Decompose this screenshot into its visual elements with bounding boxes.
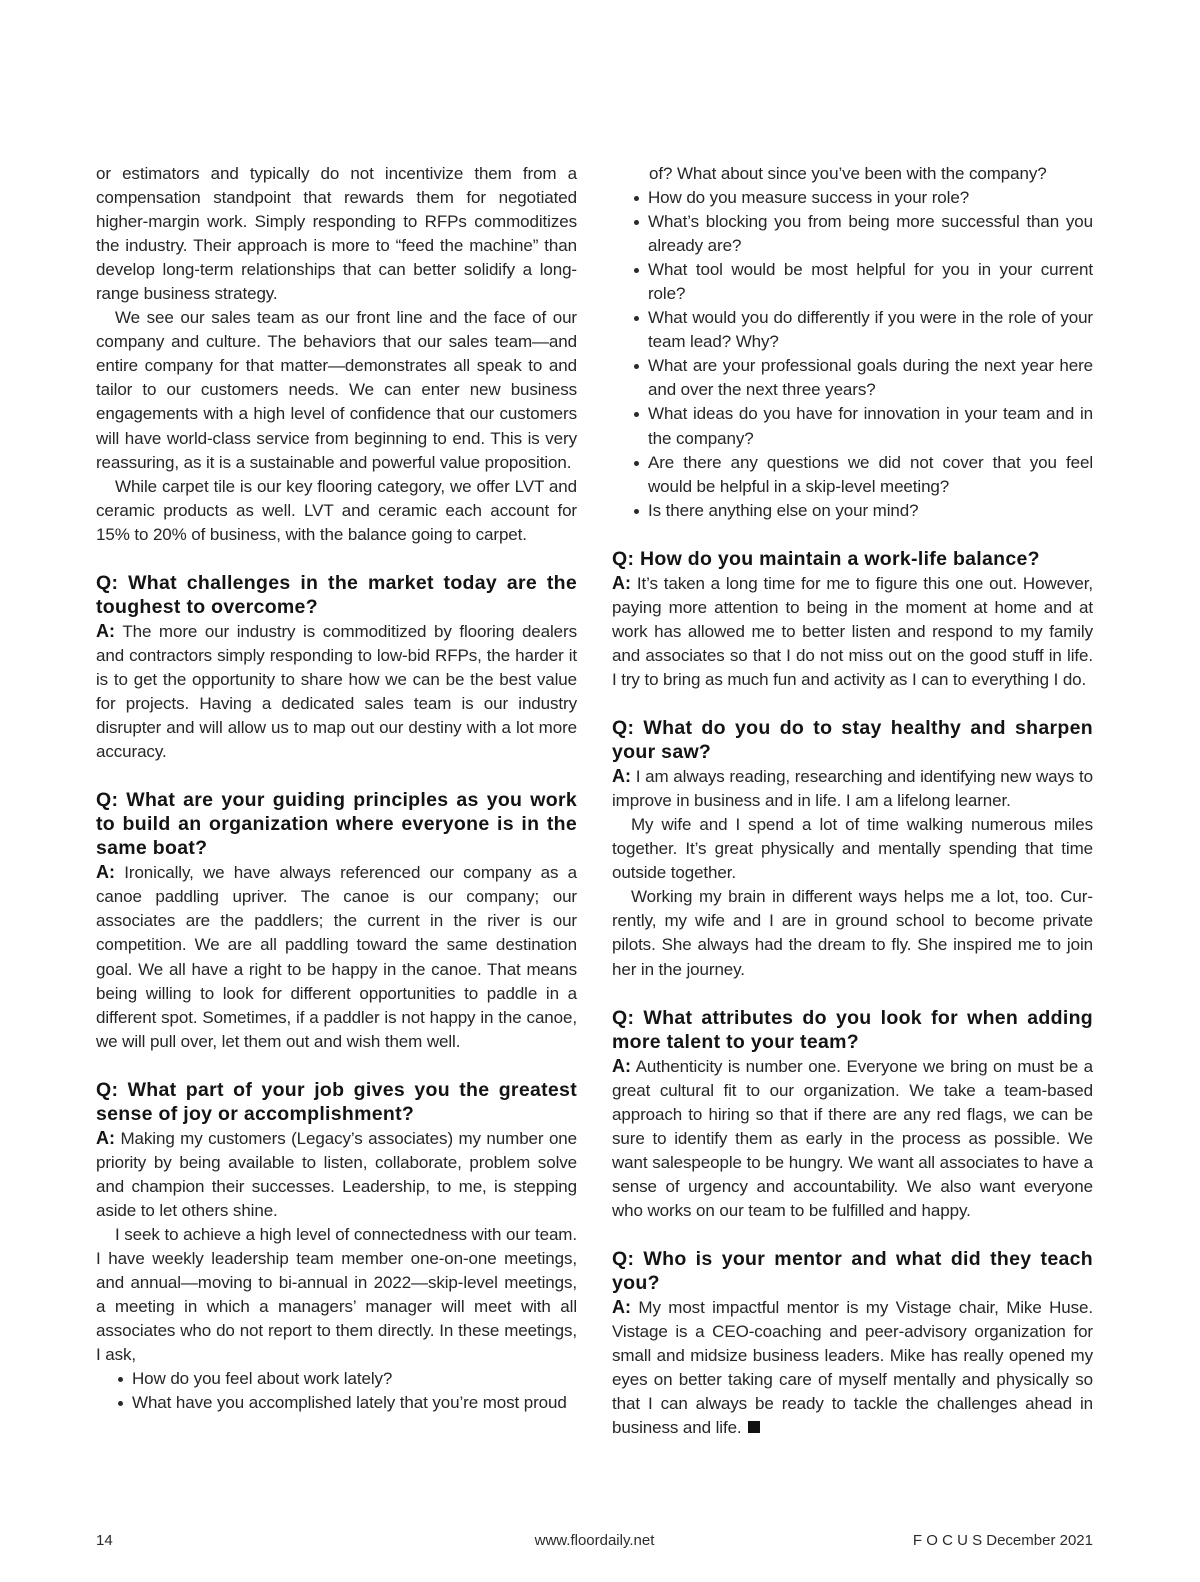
bullet-item: [612, 210, 1093, 258]
answer-label: A:: [96, 620, 115, 641]
follow-up-paragraph: Working my brain in different ways helps me a lot, too. Currently, my wife and I are in ground school to become private pilots. She always had the dream to fly. She inspired me to join her in the journey.: [612, 887, 1093, 979]
end-mark-icon: [748, 1421, 760, 1433]
bullet-icon: [634, 220, 639, 225]
question-list: [612, 186, 1093, 523]
answer-text: Ironically, we have always referenced our company as a canoe paddling upriver. The canoe is our company; our associates are the paddlers; the current in the river is our competition. We are all paddling toward the same destination goal. We all have a right to be happy in the canoe. That means being willing to look for different opportunities to paddle in a different spot. Sometimes, if a paddler is not happy in the canoe, we will pull over, let them out and wish them well.: [96, 863, 578, 1051]
answer-paragraph: [612, 1295, 1093, 1440]
answer-text: Authenticity is number one. Everyone we bring on must be a great cultural fit to our organization. We take a team-based approach to hiring so that if there are any red flags, we can be sure to identify them as early in the process as possible. We want salespeople to be hungry. We want all associates to have a sense of urgency and accountability. We also want everyone who works on our team to be fulfilled and happy.: [612, 1056, 1094, 1220]
answer-paragraph: [96, 860, 577, 1053]
bullet-item: [612, 186, 1093, 210]
page-number: 14: [96, 1532, 113, 1549]
bullet-icon: [634, 316, 639, 321]
bullet-text: What are your professional goals during the next year here and over the next three years?: [648, 356, 1093, 400]
question-heading: Q: What attributes do you look for when adding more talent to your team?: [612, 1006, 1093, 1053]
answer-paragraph: [612, 1054, 1093, 1223]
bullet-text: How do you feel about work lately?: [132, 1369, 393, 1389]
question-heading: Q: How do you maintain a work-life balance?: [612, 547, 1040, 570]
bullet-icon: [634, 412, 639, 417]
answer-paragraph: [612, 764, 1093, 813]
intro-paragraph: or estimators and typically do not incentivize them from a compensation standpoint that rewards them for negotiated higher-margin work. Simply responding to RFPs commoditizes the industry. Their approach is more to “feed the machine” than develop long-term relationships that can better solidify a long-range business strategy.: [96, 164, 577, 304]
bullet-item: [612, 354, 1093, 402]
bullet-text: How do you measure success in your role?: [648, 188, 970, 208]
bullet-item: [612, 402, 1093, 450]
answer-label: A:: [612, 572, 631, 593]
bullet-text: What’s blocking you from being more successful than you already are?: [648, 212, 1093, 256]
bullet-icon: [118, 1377, 123, 1382]
answer-label: A:: [612, 766, 631, 787]
right-column: [612, 162, 1093, 1440]
bullet-text: Is there anything else on your mind?: [648, 500, 919, 520]
answer-text: It’s taken a long time for me to figure this one out. However, paying more attention to being in the moment at home and at work has allowed me to better listen and respond to my family and associates so that I do not miss out on the good stuff in life. I try to bring as much fun and activity as I can to everything I do.: [612, 573, 1094, 689]
bullet-text: What ideas do you have for innovation in your team and in the company?: [648, 404, 1093, 448]
question-heading: Q: Who is your mentor and what did they teach you?: [612, 1248, 1093, 1295]
bullet-item: [612, 306, 1093, 354]
bullet-text: What tool would be most helpful for you in your current role?: [648, 260, 1093, 304]
bullet-icon: [634, 364, 639, 369]
bullet-icon: [634, 509, 639, 514]
question-heading: Q: What do you do to stay healthy and sharpen your saw?: [612, 717, 1093, 764]
answer-paragraph: [612, 571, 1093, 692]
intro-paragraph: While carpet tile is our key flooring category, we offer LVT and ceramic products as well. LVT and ceramic each account for 15% to 20% of business, with the balance going to carpet.: [96, 476, 577, 544]
question-heading: Q: What part of your job gives you the greatest sense of joy or accomplishment?: [96, 1078, 577, 1125]
answer-label: A:: [612, 1297, 631, 1318]
answer-text: I am always reading, researching and identifying new ways to improve in business and in life. I am a lifelong learner.: [612, 767, 1093, 811]
bullet-icon: [634, 268, 639, 273]
answer-text: Making my customers (Legacy’s associates) my number one priority by being available to listen, collaborate, problem solve and champion their successes. Leadership, to me, is stepping aside to let others shine.: [96, 1128, 578, 1220]
answer-paragraph: [96, 619, 577, 764]
bullet-text: What would you do differently if you were in the role of your team lead? Why?: [648, 308, 1093, 352]
bullet-item: [612, 499, 1093, 523]
bullet-text: Are there any questions we did not cover that you feel would be helpful in a skip-level meeting?: [648, 452, 1093, 496]
footer-website: www.floordaily.net: [534, 1532, 655, 1549]
question-list: [96, 1367, 577, 1415]
bullet-item: [612, 451, 1093, 499]
left-column: [96, 162, 577, 1415]
bullet-item: [96, 1391, 577, 1415]
question-heading: Q: What challenges in the market today are the toughest to overcome?: [96, 571, 577, 618]
bullet-text: What have you accomplished lately that you’re most proud: [132, 1393, 567, 1413]
answer-paragraph: [96, 1126, 577, 1223]
question-heading: Q: What are your guiding principles as you work to build an organization where everyone is in the same boat?: [96, 789, 577, 860]
answer-label: A:: [96, 862, 115, 883]
bullet-item: [96, 1367, 577, 1391]
follow-up-paragraph: My wife and I spend a lot of time walking numerous miles together. It’s great physically and mentally spending that time outside together.: [612, 815, 1093, 883]
follow-up-paragraph: I seek to achieve a high level of connectedness with our team. I have weekly leadership team member one-on-one meetings, and annual—moving to bi-annual in 2022—skip-level meetings, a meeting in which a managers’ manager will meet with all associates who do not report to them directly. In these meetings, I ask,: [96, 1225, 577, 1365]
footer-issue: F O C U S December 2021: [912, 1532, 1093, 1549]
bullet-item: [612, 258, 1093, 306]
bullet-icon: [118, 1401, 123, 1406]
answer-label: A:: [96, 1127, 115, 1148]
intro-paragraph: We see our sales team as our front line and the face of our company and culture. The behaviors that our sales team—and entire company for that matter—demonstrates all speak to and tailor to our customers needs. We can enter new business engagements with a high level of confidence that our customers will have world-class service from beginning to end. This is very reassuring, as it is a sustainable and powerful value proposition.: [96, 308, 577, 472]
bullet-continuation: of? What about since you’ve been with the company?: [649, 164, 1047, 183]
answer-text: The more our industry is commoditized by flooring dealers and contractors simply responding to low-bid RFPs, the harder it is to get the opportunity to share how we can be the best value for projects. Having a dedicated sales team is our industry disrupter and will allow us to map out our destiny with a lot more accuracy.: [96, 621, 577, 762]
answer-label: A:: [612, 1055, 631, 1076]
bullet-icon: [634, 196, 639, 201]
answer-text: My most impactful mentor is my Vistage chair, Mike Huse. Vistage is a CEO-coaching and peer-advisory organization for small and midsize business leaders. Mike has really opened my eyes on better taking care of myself mentally and physically so that I can always be ready to tackle the challenges ahead in business and life.: [612, 1298, 1093, 1438]
bullet-icon: [634, 461, 639, 466]
page-footer: [96, 1529, 1093, 1553]
